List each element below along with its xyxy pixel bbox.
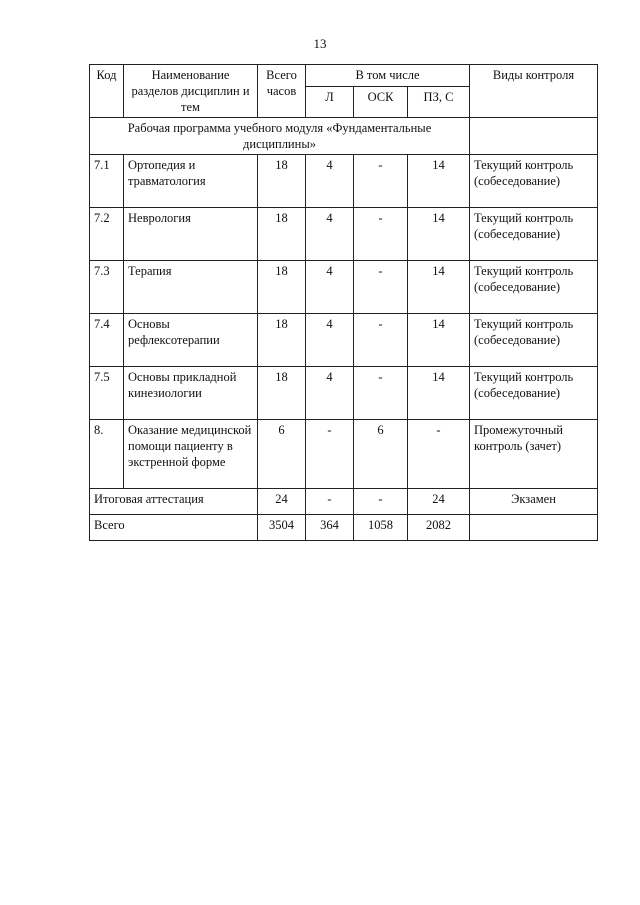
row-code: 7.4 — [90, 314, 124, 367]
row-total: 18 — [258, 155, 306, 208]
grand-total-osk: 1058 — [354, 515, 408, 541]
row-pz: 14 — [408, 314, 470, 367]
emergency-name: Оказание медицинской помощи пациенту в экстренной форме — [124, 420, 258, 489]
curriculum-table — [89, 64, 598, 541]
row-osk: - — [354, 314, 408, 367]
row-osk: - — [354, 261, 408, 314]
row-name: Неврология — [124, 208, 258, 261]
row-code: 7.2 — [90, 208, 124, 261]
emergency-total: 6 — [258, 420, 306, 489]
row-pz: 14 — [408, 367, 470, 420]
subheader-osk: ОСК — [354, 87, 408, 118]
page-number: 13 — [313, 36, 327, 51]
row-l: 4 — [306, 261, 354, 314]
module-title: Рабочая программа учебного модуля «Фундаментальные дисциплины» — [90, 118, 470, 155]
row-osk: - — [354, 155, 408, 208]
row-total: 18 — [258, 261, 306, 314]
emergency-control: Промежуточный контроль (зачет) — [470, 420, 598, 489]
final-pz: 24 — [408, 489, 470, 515]
subheader-pz: ПЗ, С — [408, 87, 470, 118]
header-control: Виды контроля — [470, 65, 598, 118]
table-row — [90, 261, 598, 314]
row-control: Текущий контроль (собеседование) — [470, 155, 598, 208]
row-osk: - — [354, 367, 408, 420]
emergency-row — [90, 420, 598, 489]
module-row — [90, 118, 598, 155]
final-control: Экзамен — [470, 489, 598, 515]
row-total: 18 — [258, 208, 306, 261]
row-name: Терапия — [124, 261, 258, 314]
row-l: 4 — [306, 367, 354, 420]
row-code: 7.1 — [90, 155, 124, 208]
row-l: 4 — [306, 314, 354, 367]
row-pz: 14 — [408, 155, 470, 208]
final-l: - — [306, 489, 354, 515]
table-row — [90, 367, 598, 420]
grand-total-hours: 3504 — [258, 515, 306, 541]
table-row — [90, 208, 598, 261]
row-name: Основы рефлексотерапии — [124, 314, 258, 367]
row-l: 4 — [306, 155, 354, 208]
row-name: Ортопедия и травматология — [124, 155, 258, 208]
row-osk: - — [354, 208, 408, 261]
row-total: 18 — [258, 367, 306, 420]
final-attestation-row — [90, 489, 598, 515]
module-empty-cell — [470, 118, 598, 155]
emergency-code: 8. — [90, 420, 124, 489]
header-name: Наименование разделов дисциплин и тем — [124, 65, 258, 118]
row-control: Текущий контроль (собеседование) — [470, 261, 598, 314]
final-total: 24 — [258, 489, 306, 515]
emergency-l: - — [306, 420, 354, 489]
header-row — [90, 65, 598, 87]
row-l: 4 — [306, 208, 354, 261]
row-control: Текущий контроль (собеседование) — [470, 208, 598, 261]
row-pz: 14 — [408, 208, 470, 261]
header-code: Код — [90, 65, 124, 118]
row-control: Текущий контроль (собеседование) — [470, 367, 598, 420]
grand-total-label: Всего — [90, 515, 258, 541]
subheader-l: Л — [306, 87, 354, 118]
emergency-pz: - — [408, 420, 470, 489]
final-osk: - — [354, 489, 408, 515]
grand-total-row — [90, 515, 598, 541]
row-code: 7.3 — [90, 261, 124, 314]
row-code: 7.5 — [90, 367, 124, 420]
grand-total-l: 364 — [306, 515, 354, 541]
row-control: Текущий контроль (собеседование) — [470, 314, 598, 367]
emergency-osk: 6 — [354, 420, 408, 489]
table-row — [90, 155, 598, 208]
header-total: Всего часов — [258, 65, 306, 118]
row-name: Основы прикладной кинезиологии — [124, 367, 258, 420]
header-including: В том числе — [306, 65, 470, 87]
final-label: Итоговая аттестация — [90, 489, 258, 515]
grand-total-control — [470, 515, 598, 541]
row-pz: 14 — [408, 261, 470, 314]
grand-total-pz: 2082 — [408, 515, 470, 541]
row-total: 18 — [258, 314, 306, 367]
table-row — [90, 314, 598, 367]
